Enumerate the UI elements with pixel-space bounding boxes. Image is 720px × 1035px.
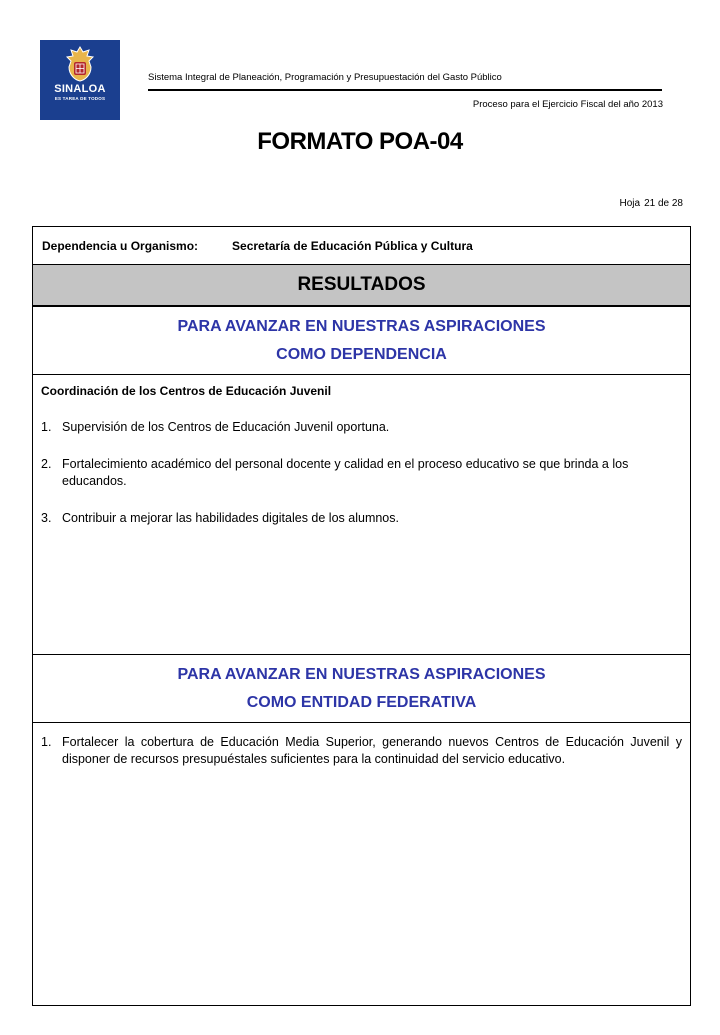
results-header — [33, 265, 690, 307]
section1-heading — [33, 307, 690, 375]
item-text: Supervisión de los Centros de Educación Juvenil oportuna. — [62, 420, 390, 434]
form-title: FORMATO POA-04 — [257, 128, 463, 155]
item-text: Fortalecer la cobertura de Educación Media Superior, generando nuevos Centros de Educación Juvenil y disponer de recursos presupuéstales suficientes para la continuidad del servicio educativo. — [62, 735, 682, 766]
dependency-label: Dependencia u Organismo: — [42, 238, 199, 253]
item-text: Contribuir a mejorar las habilidades digitales de los alumnos. — [62, 511, 399, 525]
section1-body — [33, 375, 690, 655]
section2-heading-line2: COMO ENTIDAD FEDERATIVA — [246, 694, 477, 711]
item-number: 1. — [41, 420, 52, 434]
logo-brand: SINALOA — [54, 83, 106, 95]
coat-of-arms-icon — [63, 46, 97, 82]
system-title: Sistema Integral de Planeación, Programación y Presupuestación del Gasto Público — [148, 72, 502, 83]
section1-subheading: Coordinación de los Centros de Educación Juvenil — [41, 384, 332, 398]
item-text: Fortalecimiento académico del personal docente y calidad en el proceso educativo se que brinda a los educandos. — [62, 457, 629, 488]
header-rule — [148, 89, 662, 91]
list-item — [41, 419, 682, 436]
section2-body — [33, 723, 690, 768]
list-item — [41, 734, 682, 768]
section1-heading-line2: COMO DEPENDENCIA — [276, 346, 447, 363]
form-frame — [32, 226, 691, 1006]
section2-heading — [33, 655, 690, 723]
section2-heading-line1: PARA AVANZAR EN NUESTRAS ASPIRACIONES — [177, 666, 546, 683]
section1-heading-line1: PARA AVANZAR EN NUESTRAS ASPIRACIONES — [177, 318, 546, 335]
dependency-value: Secretaría de Educación Pública y Cultura — [232, 238, 473, 253]
sheet-label: Hoja — [619, 198, 641, 209]
sinaloa-logo — [40, 40, 120, 120]
sheet-number — [619, 198, 683, 209]
item-number: 3. — [41, 511, 52, 525]
results-title: RESULTADOS — [297, 274, 426, 295]
list-item — [41, 510, 682, 527]
item-number: 1. — [41, 735, 52, 749]
dependency-row — [33, 227, 690, 265]
section2-list — [41, 734, 682, 768]
sheet-value: 21 de 28 — [644, 198, 683, 209]
process-label: Proceso para el Ejercicio Fiscal del año 2013 — [472, 99, 663, 110]
section1-list — [41, 419, 682, 527]
item-number: 2. — [41, 457, 52, 471]
logo-tagline: ES TAREA DE TODOS — [54, 96, 106, 101]
list-item — [41, 456, 682, 490]
